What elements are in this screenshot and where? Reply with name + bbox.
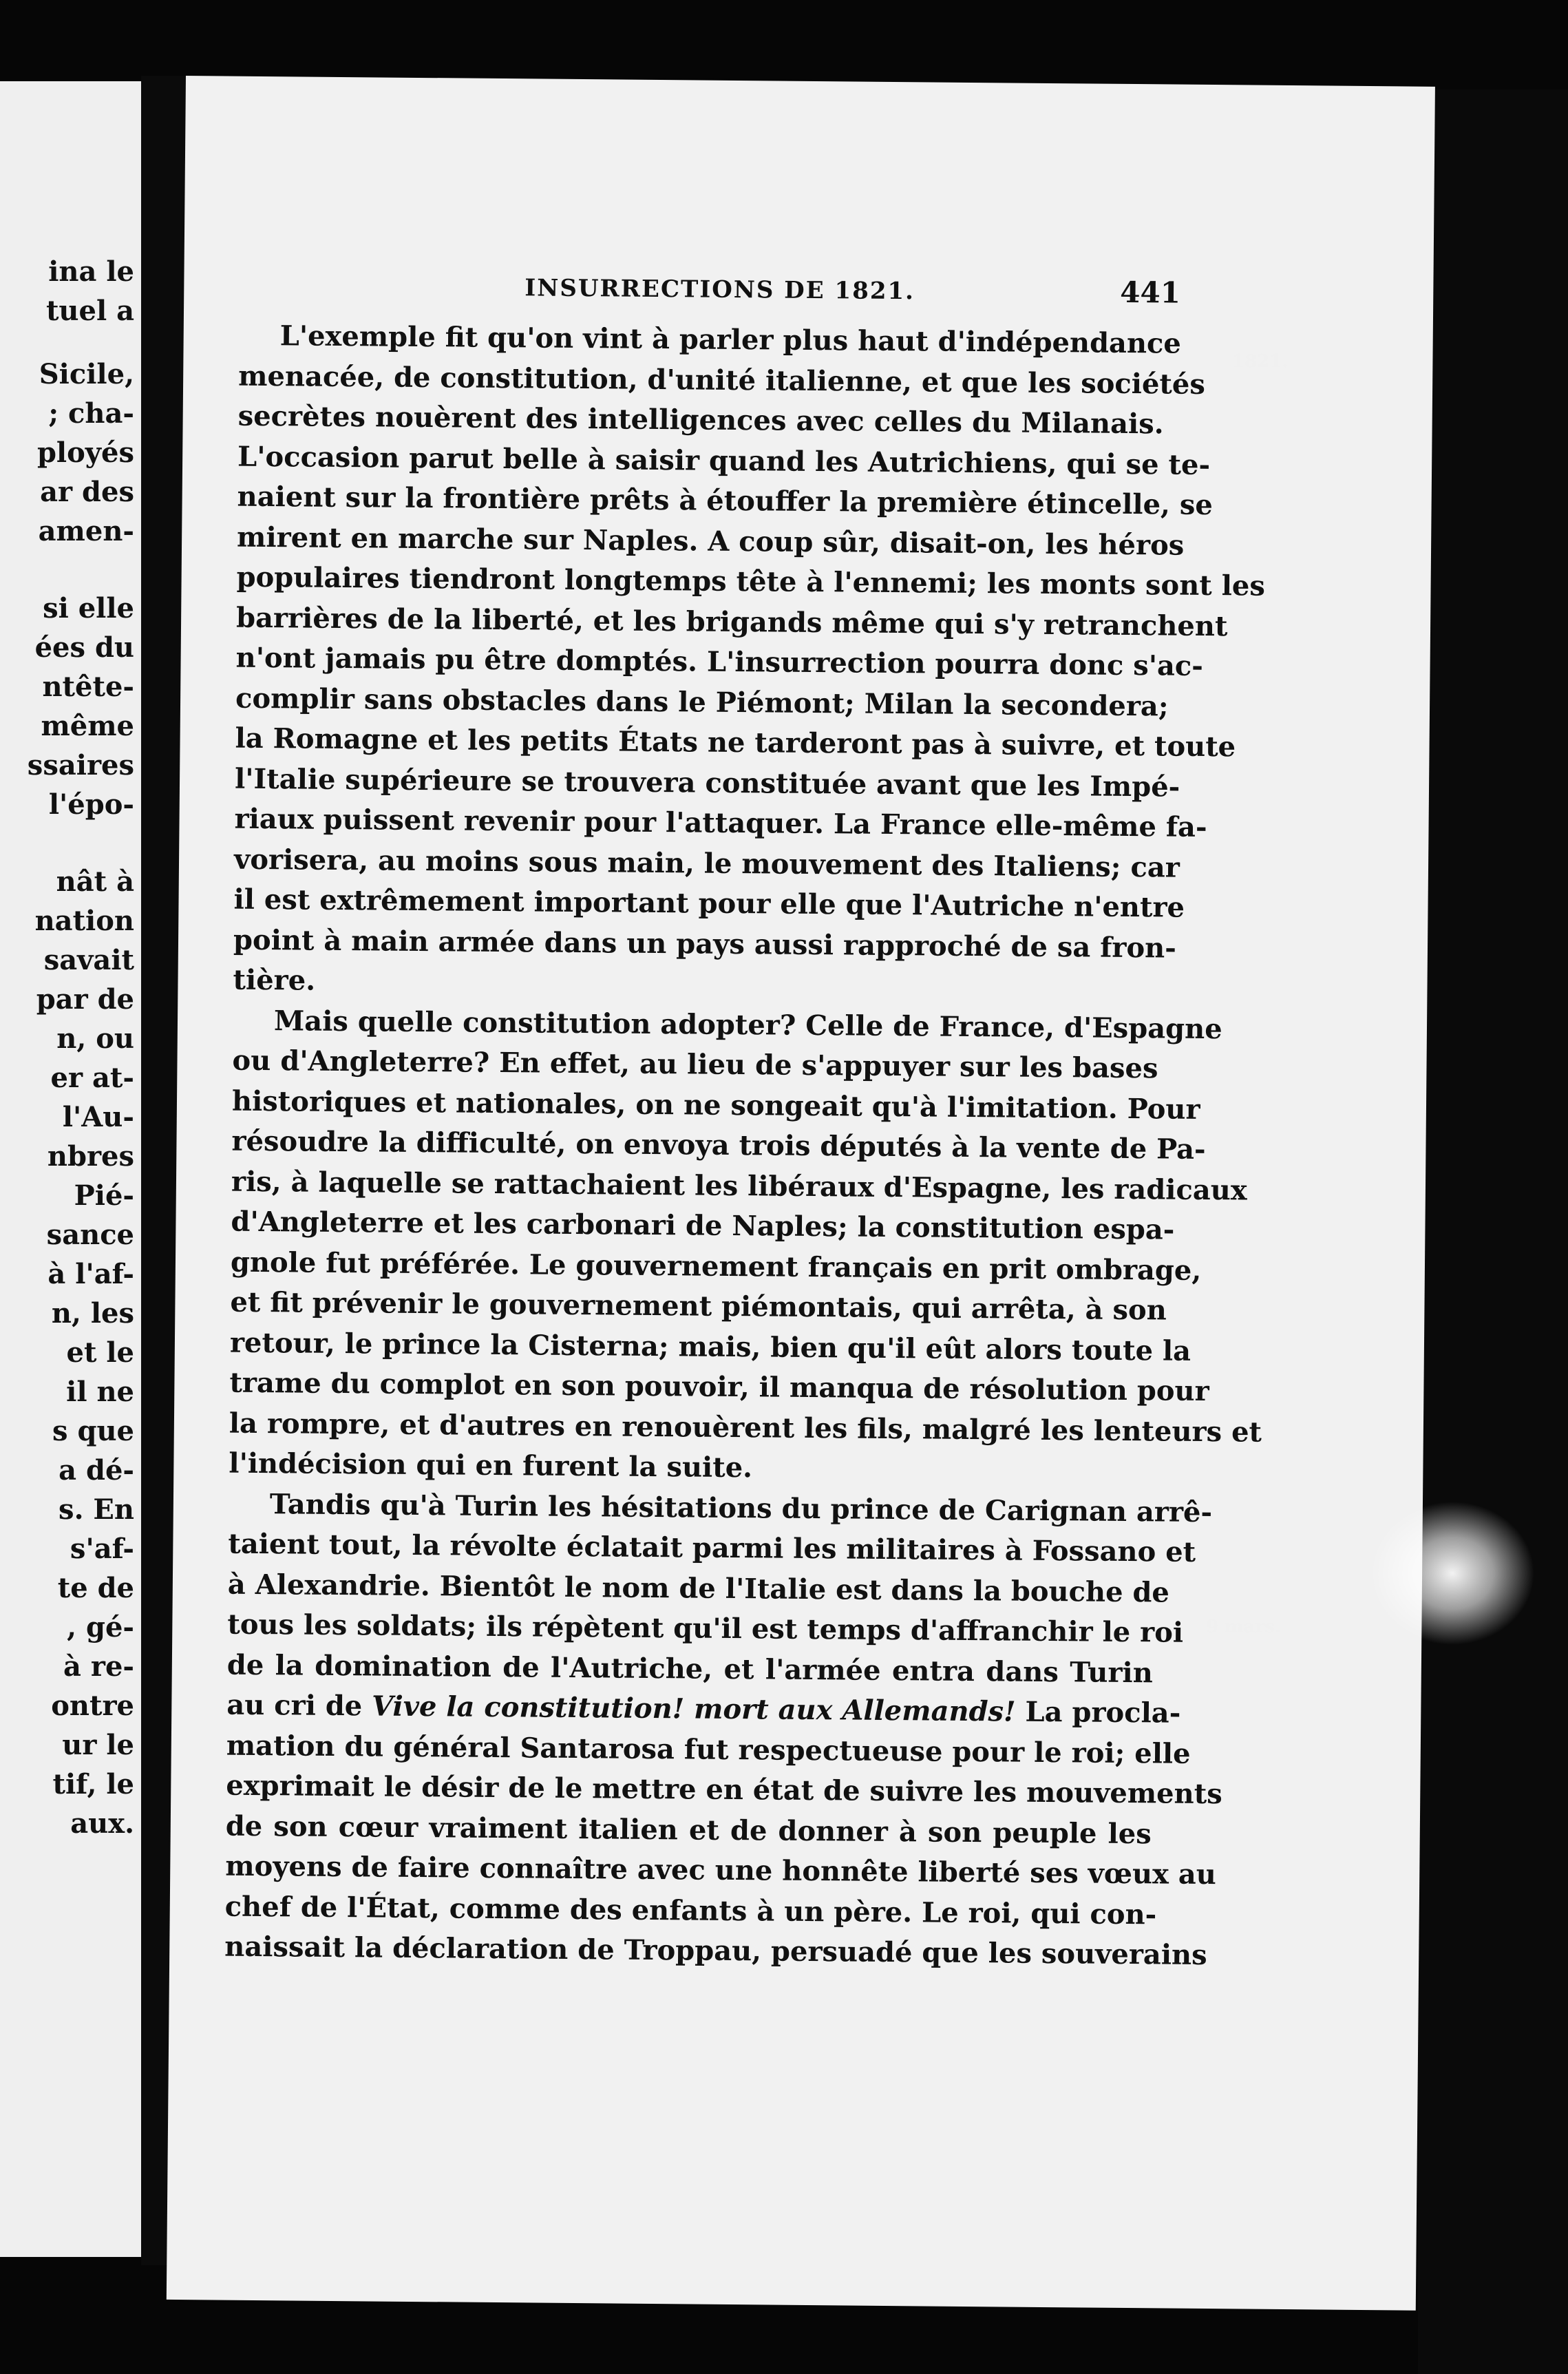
text-line: populaires tiendront longtemps tête à l'ennemi; les monts sont les <box>236 560 1266 602</box>
text-line: barrières de la liberté, et les brigands même qui s'y retranchent <box>235 601 1228 642</box>
left-page-fragment: s. En <box>59 1493 134 1526</box>
text-line: ris, à laquelle se rattachaient les libéraux d'Espagne, les radicaux <box>231 1165 1247 1207</box>
text-line: moyens de faire connaître avec une honnête liberté ses vœux au <box>225 1849 1217 1891</box>
left-page-fragment: aux. <box>70 1807 134 1840</box>
left-page-fragment: ées du <box>34 631 134 664</box>
left-page-fragment: s'af- <box>70 1533 134 1565</box>
text-line: l'indécision qui en furent la suite. <box>229 1447 753 1484</box>
running-head: INSURRECTIONS DE 1821. <box>525 274 915 306</box>
page-number: 441 <box>1120 275 1181 310</box>
text-line: chef de l'État, comme des enfants à un père. Le roi, qui con- <box>224 1890 1157 1931</box>
text-line: trame du complot en son pouvoir, il manqua de résolution pour <box>229 1366 1209 1408</box>
text-line: d'Angleterre et les carbonari de Naples; la constitution espa- <box>231 1205 1175 1246</box>
text-line: tière. <box>233 963 316 997</box>
text-line: riaux puissent revenir pour l'attaquer. La France elle-même fa- <box>234 802 1207 843</box>
left-page-fragment: nât à <box>56 865 134 898</box>
previous-page-fragment <box>0 81 141 2257</box>
text-line: tous les soldats; ils répètent qu'il est temps d'affranchir le roi <box>227 1608 1184 1649</box>
left-page-fragment: ntête- <box>42 671 134 703</box>
text-line: secrètes nouèrent des intelligences avec celles du Milanais. <box>237 399 1164 441</box>
left-page-fragment: ur le <box>62 1729 134 1761</box>
left-page-fragment: Pié- <box>74 1179 134 1212</box>
left-page-fragment: n, ou <box>56 1022 134 1055</box>
text-line: ou d'Angleterre? En effet, au lieu de s'appuyer sur les bases <box>232 1044 1158 1085</box>
text-line: la rompre, et d'autres en renouèrent les fils, malgré les lenteurs et <box>229 1407 1262 1449</box>
book-page <box>167 76 1435 2311</box>
left-page-fragment: s que <box>52 1415 134 1447</box>
left-page-fragment: savait <box>43 944 134 976</box>
text-line: mirent en marche sur Naples. A coup sûr, disait-on, les héros <box>236 521 1185 562</box>
left-page-fragment: sance <box>46 1219 134 1251</box>
left-page-fragment: si elle <box>43 592 134 624</box>
left-page-fragment: a dé- <box>59 1454 134 1487</box>
left-page-fragment: ssaires <box>27 749 134 781</box>
text-line: taient tout, la révolte éclatait parmi les militaires à Fossano et <box>228 1527 1196 1568</box>
left-page-fragment: Sicile, <box>39 358 134 390</box>
text-line: historiques et nationales, on ne songeait qu'à l'imitation. Pour <box>231 1084 1200 1126</box>
left-page-fragment: tif, le <box>52 1768 134 1800</box>
text-line: à Alexandrie. Bientôt le nom de l'Italie est dans la bouche de <box>227 1568 1170 1609</box>
text-line-end: La procla- <box>1015 1695 1181 1730</box>
left-page-fragment: nation <box>34 905 134 937</box>
left-page-fragment: , gé- <box>67 1611 134 1643</box>
text-line: retour, le prince la Cisterna; mais, bien qu'il eût alors toute la <box>229 1326 1191 1367</box>
left-page-fragment: il ne <box>66 1376 134 1408</box>
text-line: la Romagne et les petits États ne tarderont pas à suivre, et toute <box>235 722 1236 764</box>
left-page-fragment: er at- <box>50 1062 134 1094</box>
left-page-fragment: l'épo- <box>48 788 134 821</box>
left-page-fragment: à re- <box>63 1650 134 1683</box>
text-line: et fit prévenir le gouvernement piémontais, qui arrêta, à son <box>230 1285 1167 1327</box>
text-line: vorisera, au moins sous main, le mouvement des Italiens; car <box>233 843 1180 884</box>
left-page-fragment: tuel a <box>45 295 134 327</box>
left-page-fragment: ontre <box>51 1690 134 1722</box>
left-page-fragment: même <box>41 710 134 742</box>
text-line: naient sur la frontière prêts à étouffer la première étincelle, se <box>237 480 1214 522</box>
text-line <box>226 1685 1181 1734</box>
text-line: Mais quelle constitution adopter? Celle de France, d'Espagne <box>273 1004 1222 1045</box>
text-line: menacée, de constitution, d'unité italienne, et que les sociétés <box>237 359 1206 401</box>
text-line: de la domination de l'Autriche, et l'armée entra dans Turin <box>226 1648 1154 1689</box>
text-line: L'occasion parut belle à saisir quand les Autrichiens, qui se te- <box>237 440 1211 481</box>
text-line: l'Italie supérieure se trouvera constituée avant que les Impé- <box>234 762 1180 803</box>
text-line: Tandis qu'à Turin les hésitations du prince de Carignan arrê- <box>269 1487 1213 1529</box>
text-line: de son cœur vraiment italien et de donner à son peuple les <box>225 1809 1152 1850</box>
text-line-start: au cri de <box>226 1688 372 1723</box>
left-page-fragment: à l'af- <box>47 1258 134 1290</box>
text-line: il est extrêmement important pour elle que l'Autriche n'entre <box>233 883 1185 924</box>
italic-exclamation: Vive la constitution! mort aux Allemands! <box>371 1690 1016 1728</box>
text-line: L'exemple fit qu'on vint à parler plus haut d'indépendance <box>279 319 1182 360</box>
text-line: gnole fut préférée. Le gouvernement français en prit ombrage, <box>230 1246 1202 1287</box>
margin-note-date: 9 mars. <box>1206 1617 1281 1637</box>
text-line: exprimait le désir de le mettre en état de suivre les mouvements <box>226 1769 1222 1811</box>
text-line: naissait la déclaration de Troppau, persuadé que les souverains <box>224 1930 1207 1972</box>
text-line: complir sans obstacles dans le Piémont; Milan la secondera; <box>235 682 1169 722</box>
text-line: résoudre la difficulté, on envoya trois députés à la vente de Pa- <box>231 1124 1206 1166</box>
left-page-fragment: par de <box>36 983 134 1016</box>
text-line: mation du général Santarosa fut respectueuse pour le roi; elle <box>226 1729 1191 1770</box>
book-edge-shadow <box>1418 90 1568 2374</box>
left-page-fragment: et le <box>66 1336 134 1369</box>
left-page-fragment: amen- <box>38 515 134 547</box>
left-page-fragment: ; cha- <box>48 397 134 430</box>
margin-note-year: 1821. <box>1232 351 1289 372</box>
left-page-fragment: ina le <box>48 255 134 288</box>
text-line: n'ont jamais pu être domptés. L'insurrection pourra donc s'ac- <box>235 641 1204 682</box>
left-page-fragment: te de <box>57 1572 134 1604</box>
left-page-fragment: ar des <box>40 476 134 508</box>
text-line: point à main armée dans un pays aussi rapproché de sa fron- <box>233 923 1177 965</box>
scan-glare <box>1370 1501 1535 1646</box>
left-page-fragment: nbres <box>47 1140 134 1173</box>
left-page-fragment: n, les <box>51 1297 134 1330</box>
left-page-fragment: l'Au- <box>62 1101 134 1133</box>
left-page-fragment: ployés <box>36 437 134 469</box>
